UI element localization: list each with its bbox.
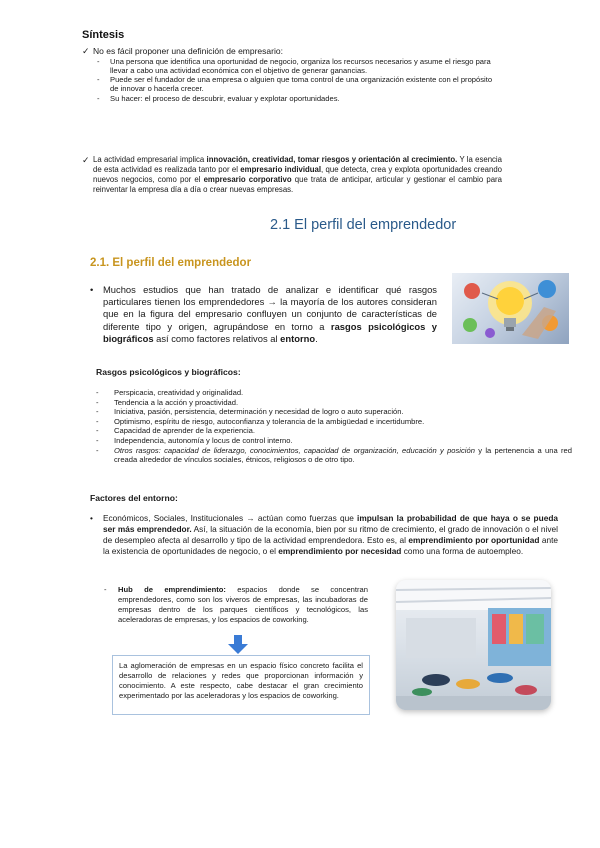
check-1-lead: No es fácil proponer una definición de empresario: [93,46,283,56]
environment-title: Factores del entorno: [90,493,178,503]
synthesis-check-1 [82,46,502,103]
section-title: 2.1. El perfil del emprendedor [90,257,252,269]
agglomeration-box: La aglomeración de empresas en un espacio físico concreto facilita el desarrollo de relaciones y redes que proporcionan información y conocimiento. A este respecto, cabe destacar el gran crecimiento experimentado por las aceleradoras y los espacios de coworking. [112,655,370,715]
lightbulb-illustration [452,273,569,344]
list-item: - Puede ser el fundador de una empresa o alguien que toma control de una organización existente con el propósito de innovar o hacerla crecer. [93,75,502,94]
text-run: así como factores relativos al [153,332,281,344]
coworking-photo [396,580,551,710]
text-run: La actividad empresarial implica [93,155,207,164]
text-run: espacios donde se concentran emprendedores, como son los viveros de empresas, las incubadoras de empresas dentro de los parques científicos y tecnológicos, las aceleradoras de empresas, y los espacios de coworking. [118,585,368,624]
check-icon: ✓ [82,155,90,165]
definition-list [93,57,502,103]
bold-run: innovación, creatividad, tomar riesgos y orientación al crecimiento. [206,155,458,164]
text-run: ante la existencia de oportunidades de negocio, o el [103,535,558,556]
text-run: . [315,332,318,344]
profile-paragraph [90,284,437,345]
bold-run: emprendimiento por necesidad [278,546,402,556]
bold-run: empresario corporativo [203,175,292,184]
bullet-icon: • [90,513,93,523]
coworking-space-icon [396,580,551,710]
slide-title: 2.1 El perfil del emprendedor [270,217,457,233]
dash-marker: - [104,585,107,594]
bullet-icon: • [90,284,94,295]
italic-run: Otros rasgos: capacidad de liderazgo, conocimientos, capacidad de organización, educación y posición [114,445,475,455]
traits-list [90,388,572,465]
synthesis-check-2 [82,155,502,195]
text-run: Y la esencia de esta actividad es realizada tanto por el [93,155,502,174]
bold-run: entorno [280,332,316,344]
list-item: - Optimismo, espíritu de riesgo, autoconfianza y tolerancia de la ambigüedad e incertidumbre. [90,417,572,427]
list-item: - Independencia, autonomía y locus de control interno. [90,436,572,446]
text-run: que trata de anticipar, articular y gestionar el cambio para reinventar la empresa día a día o crear nuevas empresas. [93,175,502,194]
text-run: Económicos, Sociales, Institucionales → actúan como fuerzas que [103,513,358,523]
list-item: - Una persona que identifica una oportunidad de negocio, organiza los recursos necesarios y asume el riesgo para llevar a cabo una actividad económica con el objetivo de generar ganancias. [93,57,502,76]
list-item [90,446,572,465]
hub-item [104,585,368,625]
bold-run: emprendimiento por oportunidad [408,535,540,545]
bold-run: Hub de emprendimiento: [118,585,226,594]
check-icon: ✓ [82,46,90,56]
text-run: , que detecta, crea y explota oportunidades creando nuevos negocios, como por el [93,165,502,184]
text-run: como una forma de autoempleo. [401,546,524,556]
text-run: y la pertenencia a una red creada alrededor de vínculos sociales, étnicos, religiosos o de otro tipo. [114,445,572,465]
bold-run: empresario individual [240,165,322,174]
list-item: - Su hacer: el proceso de descubrir, evaluar y explotar oportunidades. [93,94,502,103]
list-item: - Tendencia a la acción y proactividad. [90,398,572,408]
traits-title: Rasgos psicológicos y biográficos: [96,367,241,377]
synthesis-title: Síntesis [82,29,125,41]
text-run: Muchos estudios que han tratado de analizar e identificar qué rasgos particulares tienen los emprendedores → la mayoría de los autores consideran que en la figura del empresario confluyen un conjunto de características de diferente tipo y origen, agrupándose en torno a [103,284,437,332]
list-item: - Capacidad de aprender de la experiencia. [90,426,572,436]
bold-run: impulsan la probabilidad de que haya o se pueda ser más emprendedor. [103,513,558,534]
arrow-down-icon [227,635,249,655]
bold-run: rasgos psicológicos y biográficos [103,320,437,344]
lightbulb-icon [452,273,569,344]
environment-paragraph [90,513,558,557]
text-run: Así, la situación de la economía, bien por su ritmo de crecimiento, el grado de innovación o el nivel de desempleo afecta al desarrollo y tipo de la actividad emprendedora. Esto es, al [103,524,558,545]
list-item: - Perspicacia, creatividad y originalidad. [90,388,572,398]
list-item: - Iniciativa, pasión, persistencia, determinación y necesidad de logro o auto superación. [90,407,572,417]
